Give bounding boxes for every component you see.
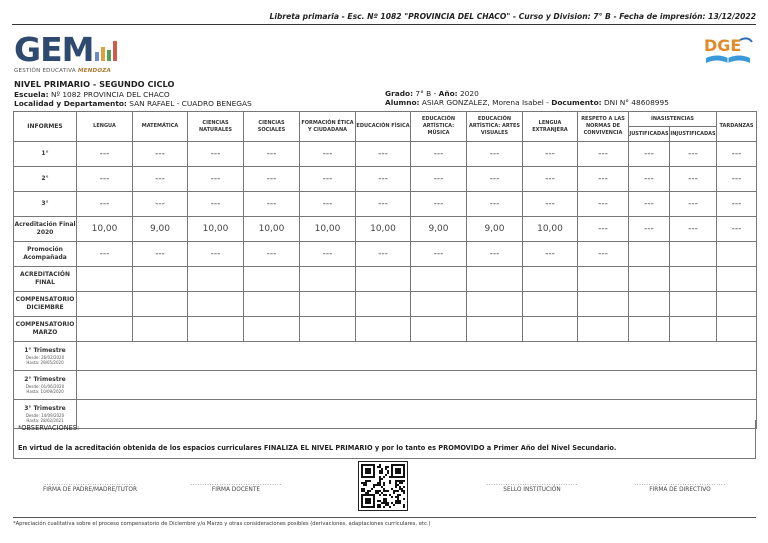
grade-cell bbox=[717, 267, 757, 292]
grade-cell: --- bbox=[629, 192, 670, 217]
grade-cell: --- bbox=[670, 167, 717, 192]
col-subject: EDUCACIÓN FÍSICA bbox=[356, 112, 411, 142]
grade-cell: --- bbox=[244, 142, 300, 167]
grade-cell bbox=[244, 292, 300, 317]
grade-cell bbox=[356, 267, 411, 292]
table-row bbox=[14, 142, 757, 167]
grade-cell: --- bbox=[629, 167, 670, 192]
grade-cell: --- bbox=[77, 167, 133, 192]
signature-parent-label: FIRMA DE PADRE/MADRE/TUTOR bbox=[42, 487, 138, 493]
grade-cell: --- bbox=[411, 192, 467, 217]
grade-cell: --- bbox=[356, 167, 411, 192]
trimester-label: 3° Trimestre Desde: 14/09/2020 Hasta: 28/02/2021 bbox=[14, 400, 77, 429]
grade-cell: --- bbox=[77, 192, 133, 217]
grade-cell: 10,00 bbox=[300, 217, 356, 242]
grade-cell: --- bbox=[523, 192, 578, 217]
trimester-notes bbox=[77, 371, 757, 400]
grade-cell: --- bbox=[717, 217, 757, 242]
grade-cell: --- bbox=[411, 142, 467, 167]
grade-cell bbox=[629, 292, 670, 317]
col-subject: CIENCIAS NATURALES bbox=[188, 112, 244, 142]
signature-director-label: FIRMA DE DIRECTIVO bbox=[649, 487, 711, 493]
col-informes: INFORMES bbox=[14, 112, 77, 142]
table-row bbox=[14, 267, 757, 292]
grade-cell bbox=[411, 317, 467, 342]
grade-cell: --- bbox=[467, 142, 523, 167]
grade-cell: 10,00 bbox=[244, 217, 300, 242]
col-subject: MATEMÁTICA bbox=[133, 112, 188, 142]
grade-cell bbox=[629, 317, 670, 342]
grade-cell: --- bbox=[523, 167, 578, 192]
grade-cell bbox=[77, 267, 133, 292]
grade-cell: 9,00 bbox=[467, 217, 523, 242]
signature-director: ...................................... FIRMA DE DIRECTIVO bbox=[630, 480, 730, 493]
grade-cell bbox=[133, 317, 188, 342]
grade-cell bbox=[411, 267, 467, 292]
table-row bbox=[14, 242, 757, 267]
grade-cell bbox=[356, 317, 411, 342]
grade-cell bbox=[578, 317, 629, 342]
grade-cell: --- bbox=[411, 167, 467, 192]
signature-seal: ...................................... SELLO INSTITUCIÓN bbox=[482, 480, 582, 493]
grade-cell bbox=[300, 317, 356, 342]
grade-cell bbox=[188, 317, 244, 342]
table-row bbox=[14, 292, 757, 317]
table-row bbox=[14, 317, 757, 342]
grade-cell bbox=[629, 267, 670, 292]
grade-cell: --- bbox=[629, 217, 670, 242]
grade-cell bbox=[670, 292, 717, 317]
dge-book-icon bbox=[700, 34, 756, 70]
grade-cell: --- bbox=[578, 167, 629, 192]
grade-cell: --- bbox=[717, 167, 757, 192]
grade-cell bbox=[244, 267, 300, 292]
grade-cell: --- bbox=[300, 167, 356, 192]
col-subject: EDUCACIÓN ARTÍSTICA: MÚSICA bbox=[411, 112, 467, 142]
col-justificadas: JUSTIFICADAS bbox=[629, 127, 670, 142]
gem-bar bbox=[101, 47, 105, 61]
row-label: 3° bbox=[14, 192, 77, 217]
signature-seal-label: SELLO INSTITUCIÓN bbox=[503, 487, 561, 493]
grade-cell bbox=[77, 317, 133, 342]
student-info-left bbox=[14, 80, 252, 108]
col-subject: FORMACIÓN ÉTICA Y CIUDADANA bbox=[300, 112, 356, 142]
grade-cell: --- bbox=[133, 192, 188, 217]
grade-cell: --- bbox=[133, 167, 188, 192]
grade-cell bbox=[670, 242, 717, 267]
trimester-label: 2° Trimestre Desde: 01/06/2020 Hasta: 10/09/2020 bbox=[14, 371, 77, 400]
print-header: Libreta primaria - Esc. Nº 1082 "PROVINCIA DEL CHACO" - Curso y Division: 7° B - Fecha de impresión: 13/12/2022 bbox=[12, 12, 756, 25]
grade-cell bbox=[77, 292, 133, 317]
grade-cell bbox=[467, 292, 523, 317]
grade-cell bbox=[356, 292, 411, 317]
grade-cell: --- bbox=[717, 142, 757, 167]
table-row bbox=[14, 217, 757, 242]
grade-cell: --- bbox=[188, 142, 244, 167]
gem-logo-subtitle: GESTIÓN EDUCATIVA MENDOZA bbox=[14, 68, 112, 74]
grade-cell bbox=[629, 242, 670, 267]
grade-line: Grado: 7° B - Año: 2020 bbox=[385, 89, 479, 98]
grade-cell bbox=[188, 267, 244, 292]
col-inasistencias: INASISTENCIAS bbox=[629, 112, 717, 127]
grade-cell: --- bbox=[523, 142, 578, 167]
col-subject: LENGUA bbox=[77, 112, 133, 142]
grade-cell bbox=[467, 267, 523, 292]
grade-cell: --- bbox=[356, 142, 411, 167]
grade-cell: --- bbox=[467, 242, 523, 267]
promotion-text: En virtud de la acreditación obtenida de los espacios curriculares FINALIZA EL NIVEL PRIMARIO y por lo tanto es PROMOVIDO a Primer Año del Nivel Secundario. bbox=[18, 444, 617, 452]
gem-bar bbox=[113, 41, 117, 61]
dge-logo bbox=[700, 34, 756, 70]
grade-cell: --- bbox=[244, 242, 300, 267]
signature-parent: ...................................... FIRMA DE PADRE/MADRE/TUTOR bbox=[40, 480, 140, 493]
trimester-notes bbox=[77, 342, 757, 371]
grade-cell: 10,00 bbox=[523, 217, 578, 242]
grade-cell: --- bbox=[670, 142, 717, 167]
gem-bar bbox=[107, 50, 111, 61]
grade-cell bbox=[188, 292, 244, 317]
grade-cell: --- bbox=[77, 242, 133, 267]
trimester-row bbox=[14, 371, 757, 400]
grade-cell bbox=[717, 242, 757, 267]
row-label: COMPENSATORIO MARZO bbox=[14, 317, 77, 342]
grade-cell: --- bbox=[356, 242, 411, 267]
observations-label: *OBSERVACIONES: bbox=[18, 424, 80, 432]
grade-cell: 10,00 bbox=[356, 217, 411, 242]
grade-cell: --- bbox=[244, 192, 300, 217]
col-subject: EDUCACIÓN ARTÍSTICA: ARTES VISUALES bbox=[467, 112, 523, 142]
grade-cell: --- bbox=[244, 167, 300, 192]
trimester-label: 1° Trimestre Desde: 26/02/2020 Hasta: 29/05/2020 bbox=[14, 342, 77, 371]
grade-cell: 10,00 bbox=[188, 217, 244, 242]
dge-logo-text: DGE bbox=[704, 36, 742, 55]
gem-logo-text: GEM bbox=[14, 30, 94, 69]
grade-cell bbox=[300, 267, 356, 292]
observations-box bbox=[13, 420, 756, 459]
level-title: NIVEL PRIMARIO - SEGUNDO CICLO bbox=[14, 79, 175, 89]
grade-cell bbox=[717, 317, 757, 342]
grade-cell: --- bbox=[523, 242, 578, 267]
row-label: Acreditación Final 2020 bbox=[14, 217, 77, 242]
qr-code-icon bbox=[358, 461, 408, 511]
row-label: ACREDITACIÓN FINAL bbox=[14, 267, 77, 292]
row-label: 1° bbox=[14, 142, 77, 167]
grade-cell bbox=[133, 292, 188, 317]
col-tardanzas: TARDANZAS bbox=[717, 112, 757, 142]
grade-cell bbox=[133, 267, 188, 292]
gem-logo bbox=[14, 30, 134, 78]
grades-table bbox=[13, 111, 757, 429]
grade-cell bbox=[244, 317, 300, 342]
row-label: COMPENSATORIO DICIEMBRE bbox=[14, 292, 77, 317]
grade-cell bbox=[300, 292, 356, 317]
grade-cell: --- bbox=[629, 142, 670, 167]
grade-cell: --- bbox=[467, 192, 523, 217]
grade-cell: --- bbox=[300, 242, 356, 267]
grade-cell: --- bbox=[356, 192, 411, 217]
signature-teacher-label: FIRMA DOCENTE bbox=[211, 487, 261, 493]
grade-cell bbox=[523, 317, 578, 342]
row-label: Promoción Acompañada bbox=[14, 242, 77, 267]
trimester-row bbox=[14, 342, 757, 371]
col-subject: LENGUA EXTRANJERA bbox=[523, 112, 578, 142]
grade-cell bbox=[578, 292, 629, 317]
footnote: *Apreciación cualitativa sobre el proceso compensatorio de Diciembre y/o Marzo y otras consideraciones posibles (derivaciones, adaptaciones curriculares, etc.) bbox=[13, 517, 756, 527]
grade-cell: --- bbox=[188, 192, 244, 217]
grade-cell bbox=[670, 267, 717, 292]
grade-cell bbox=[717, 292, 757, 317]
grade-cell: --- bbox=[300, 192, 356, 217]
grade-cell bbox=[670, 317, 717, 342]
col-subject: CIENCIAS SOCIALES bbox=[244, 112, 300, 142]
grade-cell: --- bbox=[670, 217, 717, 242]
gem-bars-icon bbox=[95, 41, 117, 61]
grade-cell bbox=[523, 292, 578, 317]
grade-cell: 9,00 bbox=[133, 217, 188, 242]
row-label: 2° bbox=[14, 167, 77, 192]
grade-cell: --- bbox=[411, 242, 467, 267]
grade-cell: --- bbox=[717, 192, 757, 217]
table-row bbox=[14, 167, 757, 192]
grade-cell bbox=[523, 267, 578, 292]
grade-cell: --- bbox=[133, 242, 188, 267]
grade-cell bbox=[411, 292, 467, 317]
student-line: Alumno: ASIAR GONZALEZ, Morena Isabel - Documento: DNI N° 48608995 bbox=[385, 98, 669, 107]
grade-cell: 10,00 bbox=[77, 217, 133, 242]
grade-cell: --- bbox=[133, 142, 188, 167]
grade-cell: --- bbox=[467, 167, 523, 192]
table-row bbox=[14, 192, 757, 217]
school-line: Escuela: Nº 1082 PROVINCIA DEL CHACO bbox=[14, 90, 170, 99]
grade-cell: --- bbox=[578, 192, 629, 217]
grade-cell: --- bbox=[77, 142, 133, 167]
grade-cell bbox=[467, 317, 523, 342]
grade-cell: --- bbox=[578, 217, 629, 242]
gem-bar bbox=[95, 52, 99, 61]
grade-cell: --- bbox=[670, 192, 717, 217]
grade-cell: --- bbox=[188, 167, 244, 192]
locality-line: Localidad y Departamento: SAN RAFAEL - CUADRO BENEGAS bbox=[14, 99, 252, 108]
grade-cell: 9,00 bbox=[411, 217, 467, 242]
signature-teacher: ...................................... FIRMA DOCENTE bbox=[186, 480, 286, 493]
grade-cell: --- bbox=[300, 142, 356, 167]
col-injustificadas: INJUSTIFICADAS bbox=[670, 127, 717, 142]
grade-cell: --- bbox=[188, 242, 244, 267]
grade-cell bbox=[578, 267, 629, 292]
grade-cell: --- bbox=[578, 242, 629, 267]
student-info-right bbox=[385, 89, 669, 107]
grade-cell: --- bbox=[578, 142, 629, 167]
col-subject: RESPETO A LAS NORMAS DE CONVIVENCIA bbox=[578, 112, 629, 142]
